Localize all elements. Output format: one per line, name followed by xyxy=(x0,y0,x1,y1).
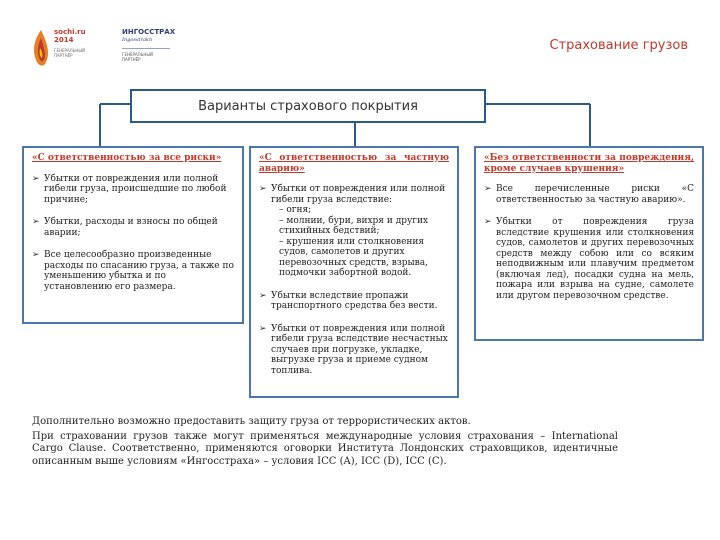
column-heading: «С ответственностью за частную аварию» xyxy=(259,153,449,174)
coverage-column-particular-average xyxy=(249,146,459,398)
list-item-text: Все целесообразно произведенные расходы по спасанию груза, а также по уменьшению убытка и по установлению его размера. xyxy=(44,250,234,292)
list-item xyxy=(32,217,234,238)
list-item-text: Убытки от повреждения или полной гибели груза вследствие: xyxy=(271,184,446,205)
arrow-bullet-icon: ➢ xyxy=(32,217,40,227)
diagram-connectors xyxy=(0,0,720,160)
page-title: Страхование грузов xyxy=(549,38,688,53)
column-heading: «Без ответственности за повреждения, кроме случаев крушения» xyxy=(484,153,694,174)
footer-notes xyxy=(32,416,618,470)
ingos-logo-name: ИНГОССТРАХ xyxy=(122,28,176,36)
list-item-text: Убытки вследствие пропажи транспортного средства без вести. xyxy=(271,290,438,311)
arrow-bullet-icon: ➢ xyxy=(484,184,492,194)
footer-line-terrorism: Дополнительно возможно предоставить защиту груза от террористических актов. xyxy=(32,416,471,427)
column-heading: «С ответственностью за все риски» xyxy=(32,153,222,163)
footer-line-icc: При страховании грузов также могут применяться международные условия страхования – International Cargo Clause. Соответственно, применяются оговорки Института Лондонских страховщиков, идентичные описанным выше условиям «Ингосстраха» – условия ICC (A), ICC (D), ICC (C). xyxy=(32,430,618,467)
sub-item: – молнии, бури, вихря и других стихийных бедствий; xyxy=(279,215,429,236)
list-item xyxy=(484,217,694,301)
arrow-bullet-icon: ➢ xyxy=(484,217,492,227)
sochi-logo-caption: ГЕНЕРАЛЬНЫЙ ПАРТНЁР xyxy=(54,48,85,58)
arrow-bullet-icon: ➢ xyxy=(32,173,40,184)
list-item-text: Убытки, расходы и взносы по общей аварии; xyxy=(44,217,218,238)
list-item xyxy=(32,174,234,206)
sochi-logo-text: sochi.ru 2014 xyxy=(54,28,86,44)
list-item xyxy=(259,324,449,377)
arrow-bullet-icon: ➢ xyxy=(259,184,267,194)
list-item xyxy=(32,250,234,292)
coverage-column-all-risks xyxy=(22,146,244,324)
diagram-root-box: Варианты страхового покрытия xyxy=(130,89,486,123)
list-item xyxy=(259,291,449,312)
arrow-bullet-icon: ➢ xyxy=(259,323,267,334)
coverage-column-no-damage xyxy=(474,146,704,341)
sub-item: – крушения или столкновения судов, самолетов и других перевозочных средств, взрыва, подмочки забортной водой. xyxy=(279,236,428,278)
list-item-text: Убытки от повреждения груза вследствие крушения или столкновения судов, самолетов и других перевозочных средств между собою или со всяким неподвижным или плавучим предметом (включая лед), посадки судна на мель, пожара или взрыва на судне, самолете или другом перевозочном средстве. xyxy=(496,217,694,301)
arrow-bullet-icon: ➢ xyxy=(32,250,40,260)
list-item-text: Убытки от повреждения или полной гибели груза, происшедшие по любой причине; xyxy=(44,173,227,205)
arrow-bullet-icon: ➢ xyxy=(259,290,267,301)
sub-item: – огня; xyxy=(279,205,312,215)
ingos-logo-sub: Ingosstrakh xyxy=(122,37,153,43)
list-item xyxy=(484,184,694,205)
list-item-text: Убытки от повреждения или полной гибели груза вследствие несчастных случаев при погрузке, укладке, выгрузке груза и приеме судном топлива. xyxy=(271,323,448,376)
ingos-logo-note: ГЕНЕРАЛЬНЫЙ ПАРТНЁР xyxy=(122,52,153,62)
list-item xyxy=(259,184,449,279)
list-item-text: Все перечисленные риски «С ответственностью за частную аварию». xyxy=(496,184,694,205)
